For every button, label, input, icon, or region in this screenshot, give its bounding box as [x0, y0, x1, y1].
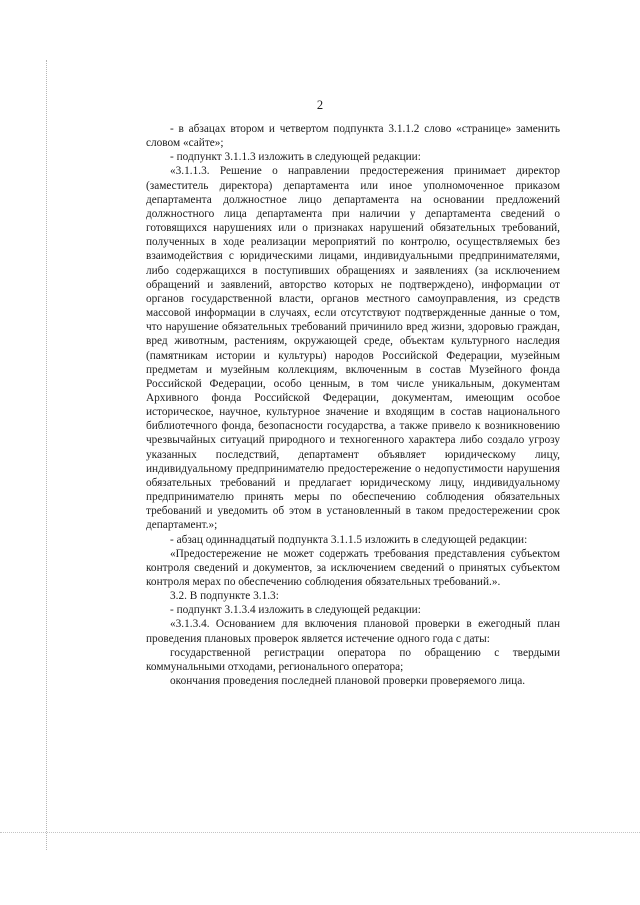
- paragraph-section-3-2: 3.2. В подпункте 3.1.3:: [170, 590, 279, 603]
- paragraph-subitem-3-1-1-5-text: «Предостережение не может содержать требования представления субъектом контроля сведений и документов, за исключением сведений о принятых субъектом контроля мерах по обеспечению соблюдения обязательных требований.».: [146, 547, 560, 588]
- scan-edge-left: [46, 60, 48, 850]
- paragraph-last-inspection: окончания проведения последней плановой проверки проверяемого лица.: [170, 675, 526, 688]
- document-body: [146, 122, 560, 688]
- paragraph-subitem-3-1-1-5-intro: - абзац одиннадцатый подпункта 3.1.1.5 изложить в следующей редакции:: [170, 533, 528, 546]
- paragraph-subitem-3-1-1-3-intro: - подпункт 3.1.1.3 изложить в следующей редакции:: [170, 151, 421, 164]
- scan-edge-bottom: [0, 832, 640, 833]
- paragraph-subitem-3-1-3-4-intro: - подпункт 3.1.3.4 изложить в следующей редакции:: [170, 604, 421, 617]
- paragraph-subitem-3-1-3-4-text: «3.1.3.4. Основанием для включения плановой проверки в ежегодный план проведения плановых проверок является истечение одного года с даты:: [146, 618, 560, 645]
- paragraph-subitem-3-1-1-3-text: «3.1.1.3. Решение о направлении предостережения принимает директор (заместитель директора) департамента или иное уполномоченное приказом департамента должностное лицо департамента на основании предложений должностного лица департамента при наличии у департамента сведений о готовящихся нарушениях или о признаках нарушений обязательных требований, полученных в ходе реализации мероприятий по контролю, осуществляемых без взаимодействия с юридическими лицами, индивидуальными предпринимателями, либо содержащихся в поступивших обращениях и заявлениях (за исключением обращений и заявлений, авторство которых не подтверждено), информации от органов государственной власти, органов местного самоуправления, из средств массовой информации в случаях, если отсутствуют подтвержденные данные о том, что нарушение обязательных требований причинило вред жизни, здоровью граждан, вред животным, растениям, окружающей среде, объектам культурного наследия (памятникам истории и культуры) народов Российской Федерации, музейным предметам и музейным коллекциям, включенным в состав Музейного фонда Российской Федерации, особо ценным, в том числе уникальным, документам Архивного фонда Российской Федерации, документам, имеющим особое историческое, научное, культурное значение и входящим в состав национального библиотечного фонда, безопасности государства, а также привело к возникновению чрезвычайных ситуаций природного и техногенного характера либо создало угрозу указанных последствий, департамент объявляет юридическому лицу, индивидуальному предпринимателю предостережение о недопустимости нарушения обязательных требований и предлагает юридическому лицу, индивидуальному предпринимателю принять меры по обеспечению соблюдения обязательных требований и уведомить об этом в установленный в таком предостережении срок департамент.»;: [146, 165, 560, 532]
- page-number: 2: [316, 98, 324, 112]
- paragraph-state-registration: государственной регистрации оператора по обращению с твердыми коммунальными отходами, регионального оператора;: [146, 646, 560, 673]
- paragraph-replace-word: - в абзацах втором и четвертом подпункта 3.1.1.2 слово «странице» заменить словом «сайте»;: [146, 123, 560, 150]
